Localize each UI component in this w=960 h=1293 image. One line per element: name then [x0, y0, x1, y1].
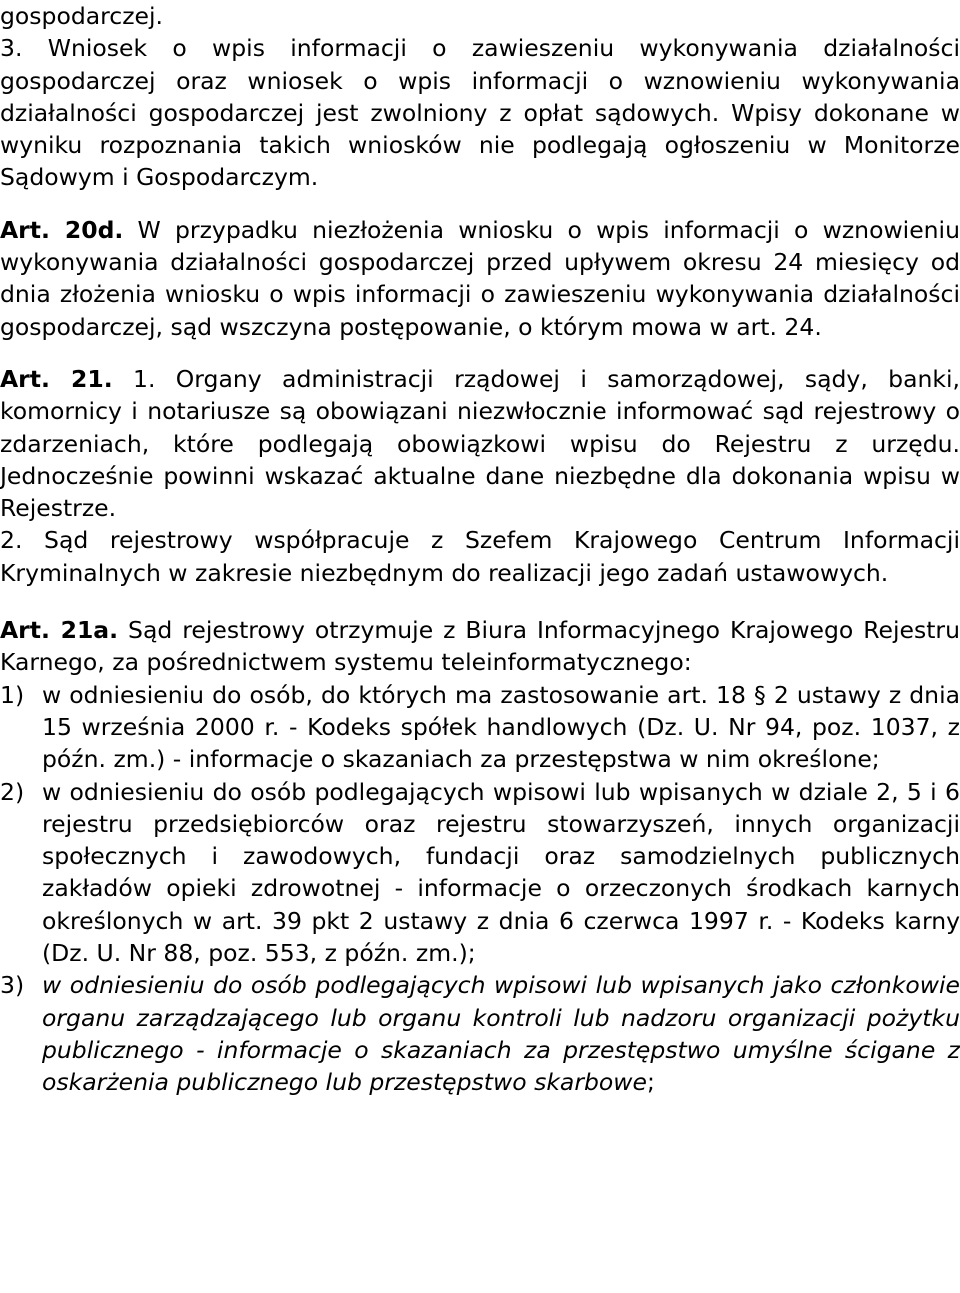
list-item-tail: ; [646, 1068, 655, 1097]
paragraph-continuation: gospodarczej. [0, 2, 164, 30]
article-21-par-1 [0, 363, 960, 524]
article-heading: Art. 21. [0, 364, 113, 393]
article-21a [0, 614, 960, 679]
article-21-par-2: 2. Sąd rejestrowy współpracuje z Szefem Krajowego Centrum Informacji Kryminalnych w zakresie niezbędnym do realizacji jego zadań ustawowych. [0, 526, 960, 587]
list-item-number: 1) [0, 680, 25, 709]
list-item-text: w odniesieniu do osób podlegających wpisowi lub wpisanych jako członkowie organu zarządzającego lub organu kontroli lub nadzoru organizacji pożytku publicznego - informacje o skazaniach za przestępstwo umyślne ścigane z oskarżenia publicznego lub przestępstwo skarbowe [42, 971, 960, 1097]
article-text: 1. Organy administracji rządowej i samorządowej, sądy, banki, komornicy i notariusze są obowiązani niezwłocznie informować sąd rejestrowy o zdarzeniach, które podlegają obowiązkowi wpisu do Rejestru z urzędu. Jednocześnie powinni wskazać aktualne dane niezbędne dla dokonania wpisu w Rejestrze. [0, 364, 960, 523]
list-item-number: 2) [0, 777, 25, 806]
list-item-text: w odniesieniu do osób, do których ma zastosowanie art. 18 § 2 ustawy z dnia 15 września 2000 r. - Kodeks spółek handlowych (Dz. U. Nr 94, poz. 1037, z późn. zm.) - informacje o skazaniach za przestępstwa w nim określone; [42, 680, 960, 774]
list-item [0, 679, 960, 776]
paragraph-3: 3. Wniosek o wpis informacji o zawieszeniu wykonywania działalności gospodarczej oraz wniosek o wpis informacji o wznowieniu wykonywania działalności gospodarczej jest zwolniony z opłat sądowych. Wpisy dokonane w wyniku rozpoznania takich wniosków nie podlegają ogłoszeniu w Monitorze Sądowym i Gospodarczym. [0, 34, 960, 192]
list-item [0, 776, 960, 970]
article-heading: Art. 21a. [0, 616, 119, 645]
list-item [0, 969, 960, 1098]
article-text: Sąd rejestrowy otrzymuje z Biura Informacyjnego Krajowego Rejestru Karnego, za pośrednictwem systemu teleinformatycznego: [0, 616, 960, 677]
article-heading: Art. 20d. [0, 215, 124, 244]
list-item-text: w odniesieniu do osób podlegających wpisowi lub wpisanych w dziale 2, 5 i 6 rejestru przedsiębiorców oraz rejestru stowarzyszeń, innych organizacji społecznych i zawodowych, fundacji oraz samodzielnych publicznych zakładów opieki zdrowotnej - informacje o orzeczonych środkach karnych określonych w art. 39 pkt 2 ustawy z dnia 6 czerwca 1997 r. - Kodeks karny (Dz. U. Nr 88, poz. 553, z późn. zm.); [42, 777, 960, 968]
list-item-number: 3) [0, 971, 25, 1000]
article-20d [0, 214, 960, 343]
article-text: W przypadku niezłożenia wniosku o wpis informacji o wznowieniu wykonywania działalności gospodarczej przed upływem okresu 24 miesięcy od dnia złożenia wniosku o wpis informacji o zawieszeniu wykonywania działalności gospodarczej, sąd wszczyna postępowanie, o którym mowa w art. 24. [0, 215, 960, 341]
